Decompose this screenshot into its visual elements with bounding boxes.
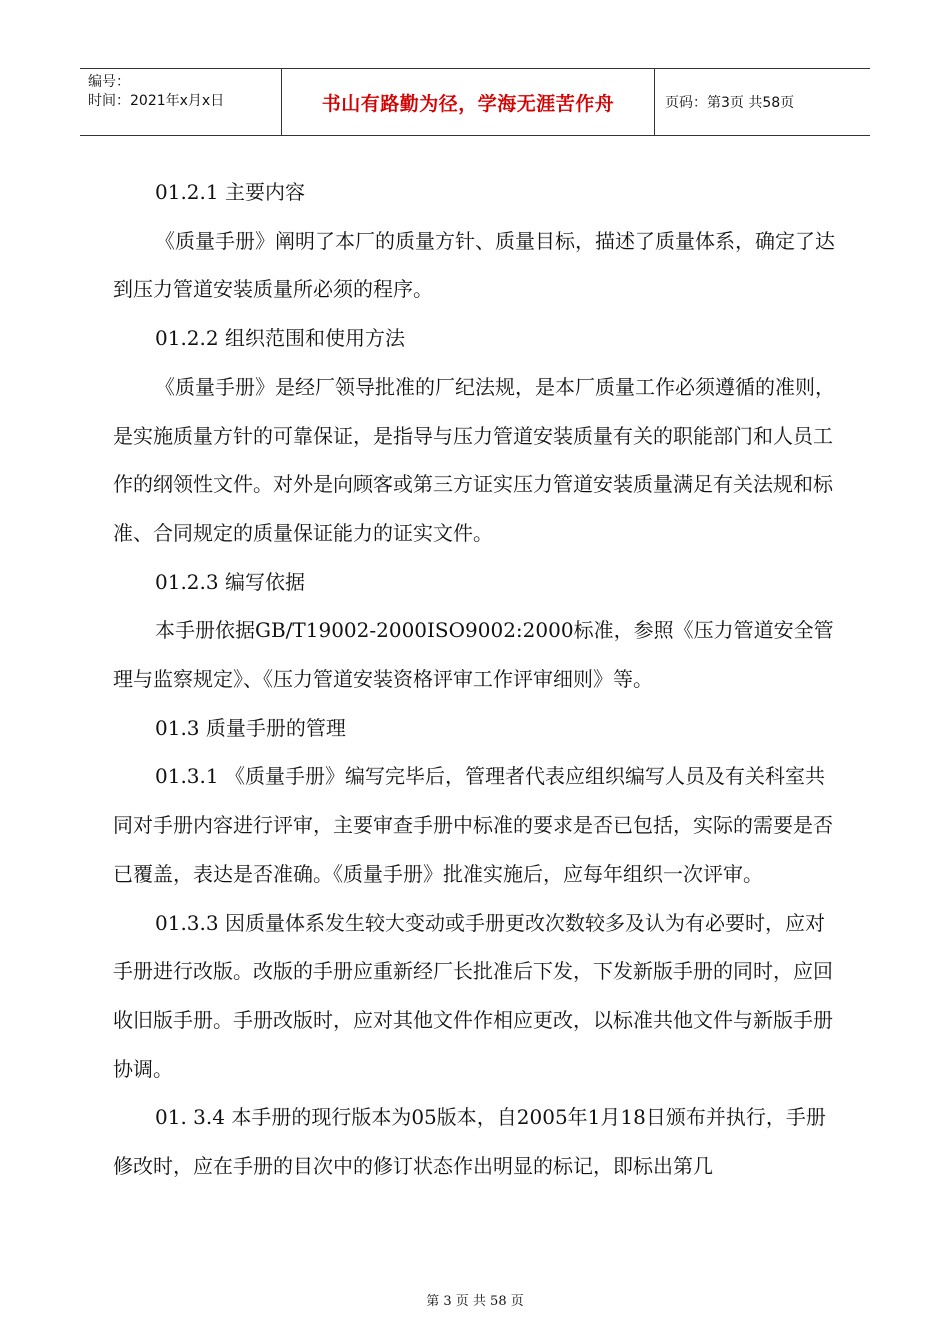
section-heading-0123: 01.2.3 编写依据 (155, 569, 305, 594)
header-page-cell (655, 69, 870, 135)
page-footer: 第 3 页 共 58 页 (426, 1294, 524, 1309)
document-number-label: 编号： (88, 74, 130, 90)
header-motto: 书山有路勤为径，学海无涯苦作舟 (321, 92, 615, 115)
paragraph-basis: 本手册依据GB/T19002-2000ISO9002:2000标准，参照《压力管道安全管理与监察规定》、《压力管道安装资格评审工作评审细则》等。 (113, 618, 834, 692)
paragraph-0133: 01.3.3 因质量体系发生较大变动或手册更改次数较多及认为有必要时，应对手册进行改版。改版的手册应重新经厂长批准后下发，下发新版手册的同时，应回收旧版手册。手册改版时，应对其他文件作相应更改，以标准共他文件与新版手册协调。 (113, 910, 833, 1081)
header-page-info: 页码：第3页 共58页 (665, 95, 795, 111)
document-header (80, 68, 870, 136)
header-motto-cell (282, 69, 655, 135)
section-heading-0121: 01.2.1 主要内容 (155, 180, 305, 204)
document-time-label: 时间：2021年x月x日 (88, 93, 225, 109)
section-heading-0122: 01.2.2 组织范围和使用方法 (155, 326, 405, 351)
section-heading-013: 01.3 质量手册的管理 (155, 715, 346, 740)
paragraph-main-content: 《质量手册》阐明了本厂的质量方针、质量目标，描述了质量体系，确定了达到压力管道安装质量所必须的程序。 (113, 228, 835, 302)
paragraph-scope-usage: 《质量手册》是经厂领导批准的厂纪法规，是本厂质量工作必须遵循的准则，是实施质量方针的可靠保证，是指导与压力管道安装质量有关的职能部门和人员工作的纲领性文件。对外是向顾客或第三方证实压力管道安装质量满足有关法规和标准、合同规定的质量保证能力的证实文件。 (113, 374, 835, 545)
header-meta-cell (80, 69, 282, 135)
document-body (113, 168, 840, 1191)
paragraph-0131: 01.3.1 《质量手册》编写完毕后，管理者代表应组织编写人员及有关科室共同对手册内容进行评审，主要审查手册中标准的要求是否已包括，实际的需要是否已覆盖，表达是否准确。《质量手册》批准实施后，应每年组织一次评审。 (113, 764, 833, 886)
paragraph-0134: 01. 3.4 本手册的现行版本为05版本，自2005年1月18日颁布并执行，手册修改时，应在手册的目次中的修订状态作出明显的标记，即标出第几 (113, 1105, 826, 1179)
